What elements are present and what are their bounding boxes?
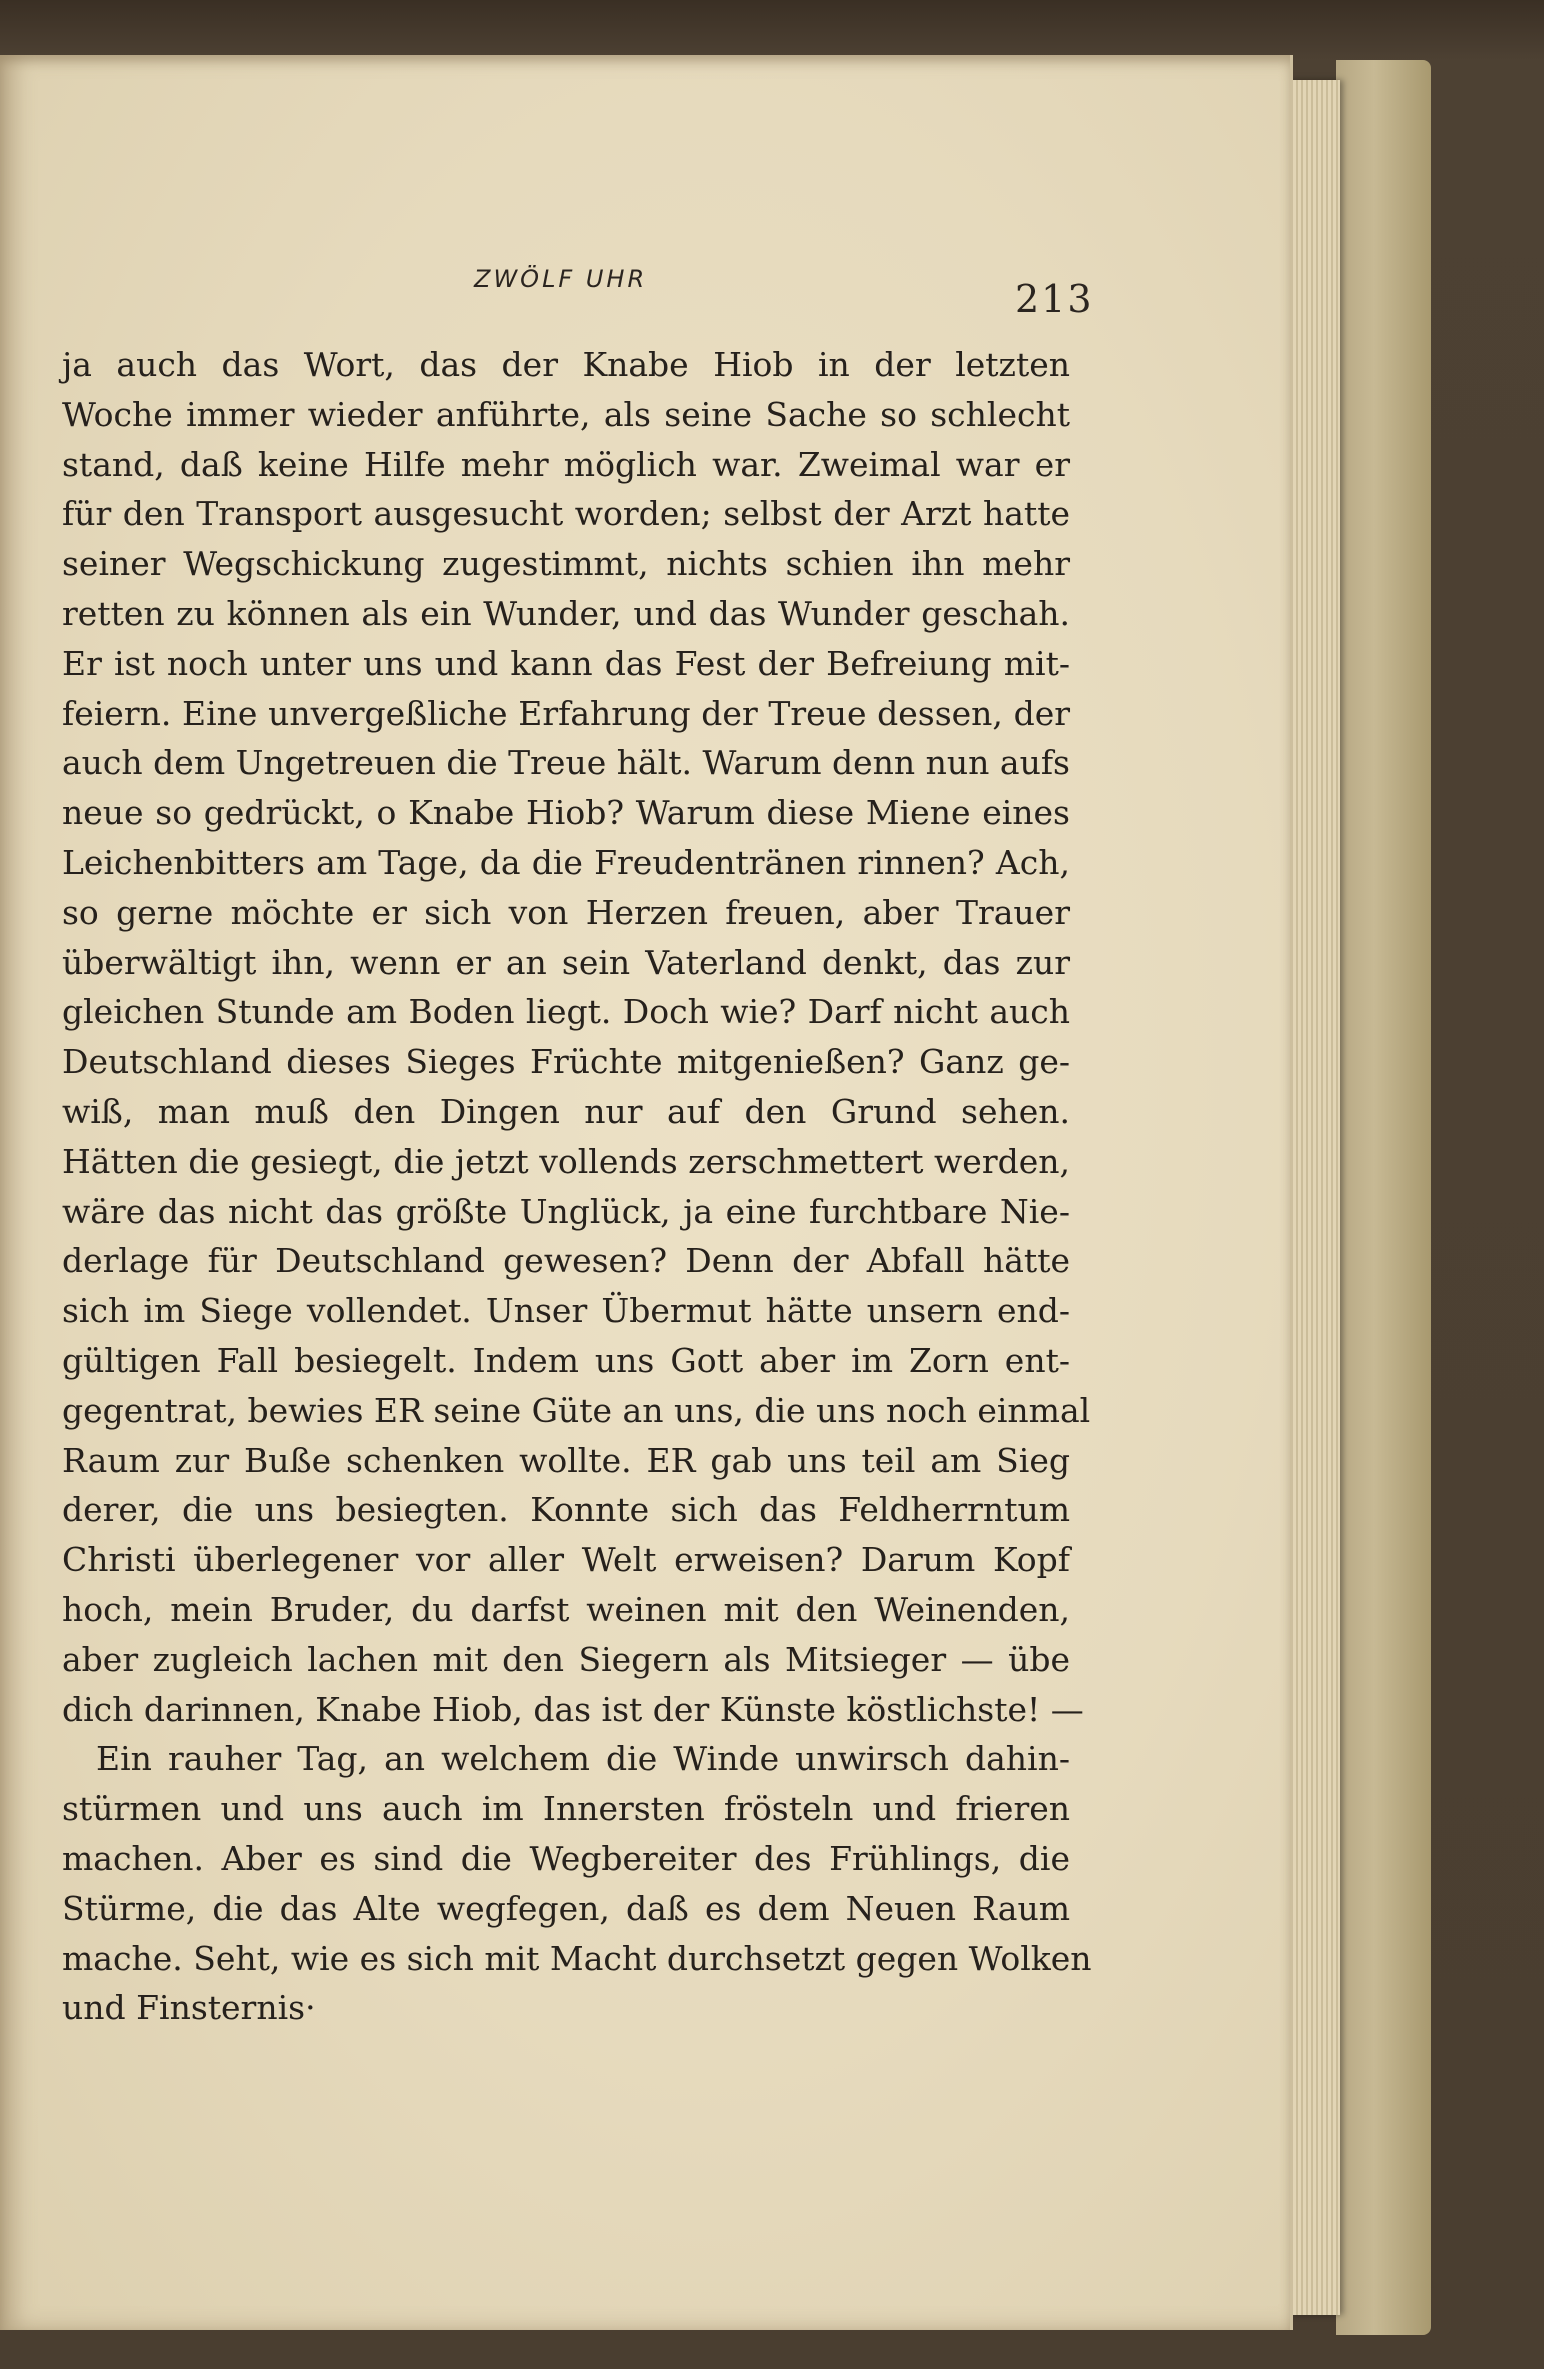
text-line: Leichenbitters am Tage, da die Freudentränen rinnen? Ach, — [62, 842, 1070, 882]
running-header: ZWÖLF UHR — [474, 265, 648, 293]
text-line: sich im Siege vollendet. Unser Übermut hätte unsern end- — [62, 1291, 1070, 1331]
text-line: feiern. Eine unvergeßliche Erfahrung der Treue dessen, der — [62, 693, 1070, 733]
text-line: Deutschland dieses Sieges Früchte mitgenießen? Ganz ge- — [62, 1042, 1070, 1082]
text-line: wäre das nicht das größte Unglück, ja eine furchtbare Nie- — [62, 1191, 1070, 1231]
text-line: wiß, man muß den Dingen nur auf den Grund sehen. — [62, 1091, 1070, 1131]
text-line: aber zugleich lachen mit den Siegern als Mitsieger — übe — [62, 1639, 1070, 1679]
text-line: gegentrat, bewies ER seine Güte an uns, die uns noch einmal — [62, 1390, 1091, 1430]
text-line: seiner Wegschickung zugestimmt, nichts schien ihn mehr — [62, 544, 1070, 584]
text-line: hoch, mein Bruder, du darfst weinen mit den Weinenden, — [62, 1589, 1070, 1629]
text-line: derer, die uns besiegten. Konnte sich das Feldherrntum — [62, 1490, 1070, 1530]
text-line: für den Transport ausgesucht worden; selbst der Arzt hatte — [62, 494, 1070, 534]
text-line: neue so gedrückt, o Knabe Hiob? Warum diese Miene eines — [62, 793, 1070, 833]
text-line: auch dem Ungetreuen die Treue hält. Warum denn nun aufs — [62, 743, 1070, 783]
text-line: Christi überlegener vor aller Welt erweisen? Darum Kopf — [62, 1540, 1070, 1580]
text-line: gültigen Fall besiegelt. Indem uns Gott aber im Zorn ent- — [62, 1340, 1070, 1380]
text-line: Hätten die gesiegt, die jetzt vollends zerschmettert werden, — [62, 1141, 1070, 1181]
text-line: derlage für Deutschland gewesen? Denn der Abfall hätte — [62, 1241, 1070, 1281]
text-line: mache. Seht, wie es sich mit Macht durchsetzt gegen Wolken — [62, 1938, 1092, 1978]
paragraph-start-line: Ein rauher Tag, an welchem die Winde unwirsch dahin- — [96, 1739, 1070, 1779]
text-line: retten zu können als ein Wunder, und das Wunder geschah. — [62, 593, 1070, 633]
text-line: Stürme, die das Alte wegfegen, daß es dem Neuen Raum — [62, 1888, 1070, 1928]
page-number: 213 — [1015, 277, 1094, 321]
text-line: so gerne möchte er sich von Herzen freuen, aber Trauer — [62, 892, 1070, 932]
page-edges — [1288, 80, 1340, 2315]
body-text — [62, 340, 1092, 2033]
text-line: ja auch das Wort, das der Knabe Hiob in der letzten — [62, 345, 1070, 384]
text-line: machen. Aber es sind die Wegbereiter des Frühlings, die — [62, 1838, 1070, 1878]
paragraph-end-line: dich darinnen, Knabe Hiob, das ist der Künste köstlichste! — — [62, 1689, 1084, 1729]
book-cover-edge — [1336, 60, 1431, 2335]
text-line: stürmen und uns auch im Innersten frösteln und frieren — [62, 1789, 1070, 1829]
book-page — [0, 55, 1293, 2330]
text-line: stand, daß keine Hilfe mehr möglich war. Zweimal war er — [62, 444, 1070, 484]
text-line: überwältigt ihn, wenn er an sein Vaterland denkt, das zur — [62, 942, 1070, 982]
text-line: gleichen Stunde am Boden liegt. Doch wie? Darf nicht auch — [62, 992, 1070, 1032]
text-line: Er ist noch unter uns und kann das Fest der Befreiung mit- — [62, 643, 1070, 683]
text-line: Woche immer wieder anführte, als seine Sache so schlecht — [62, 394, 1070, 434]
paragraph-end-line: und Finsternis· — [62, 1988, 316, 2028]
text-line: Raum zur Buße schenken wollte. ER gab uns teil am Sieg — [62, 1440, 1070, 1480]
